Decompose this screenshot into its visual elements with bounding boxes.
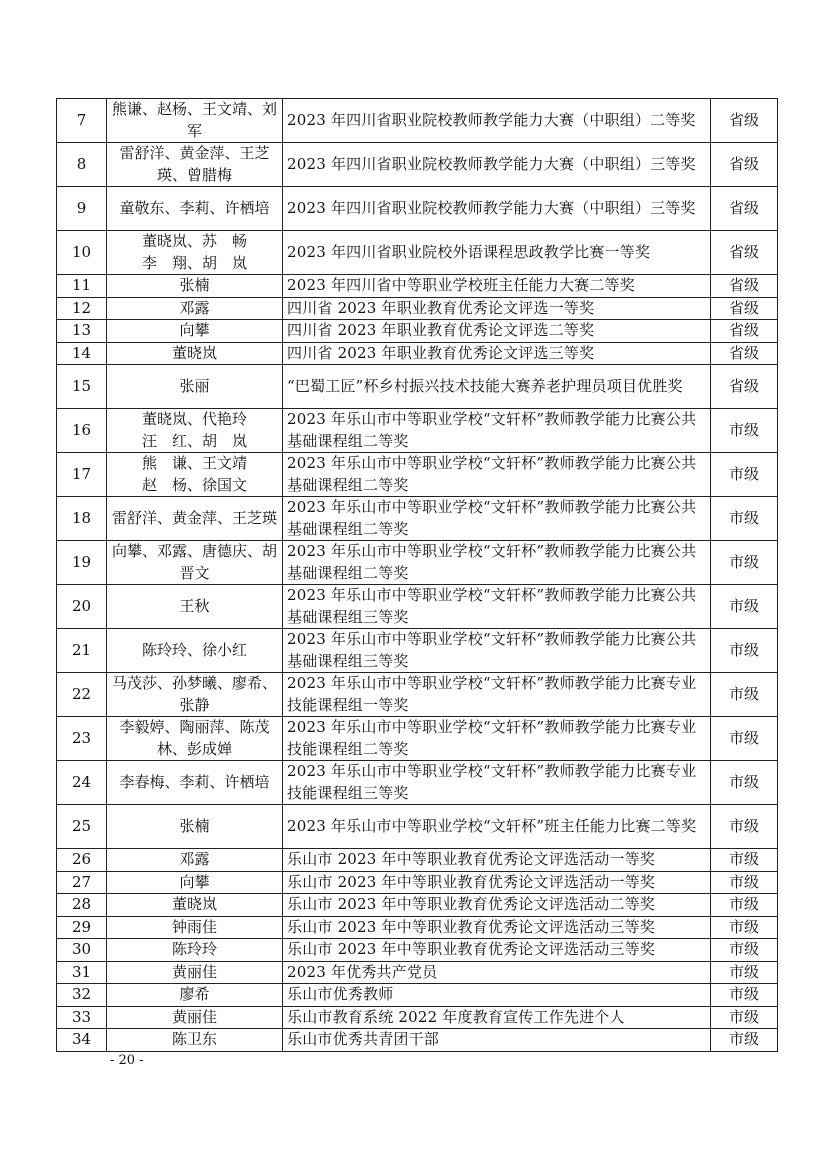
table-row: [57, 984, 778, 1007]
award-title-cell: 四川省 2023 年职业教育优秀论文评选三等奖: [283, 342, 711, 365]
award-title-cell: 乐山市教育系统 2022 年度教育宣传工作先进个人: [283, 1006, 711, 1029]
award-level-cell: 市级: [711, 849, 778, 872]
award-level-cell: 市级: [711, 497, 778, 541]
award-title-cell: 2023 年乐山市中等职业学校“文轩杯”教师教学能力比赛公共基础课程组三等奖: [283, 629, 711, 673]
award-level-cell: 省级: [711, 99, 778, 143]
table-row: [57, 297, 778, 320]
award-level-cell: 市级: [711, 939, 778, 962]
table-row: [57, 342, 778, 365]
row-number-cell: 30: [57, 939, 107, 962]
award-title-cell: 四川省 2023 年职业教育优秀论文评选一等奖: [283, 297, 711, 320]
award-level-cell: 市级: [711, 541, 778, 585]
award-level-cell: 市级: [711, 916, 778, 939]
recipient-names-cell: 邓露: [107, 849, 283, 872]
table-row: [57, 805, 778, 849]
table-row: [57, 916, 778, 939]
row-number-cell: 27: [57, 871, 107, 894]
recipient-names-cell: 邓露: [107, 297, 283, 320]
award-title-cell: 2023 年乐山市中等职业学校“文轩杯”教师教学能力比赛公共基础课程组二等奖: [283, 453, 711, 497]
recipient-names-cell: 董晓岚: [107, 894, 283, 917]
table-row: [57, 453, 778, 497]
row-number-cell: 34: [57, 1029, 107, 1052]
awards-table: [56, 98, 778, 1052]
award-title-cell: “巴蜀工匠”杯乡村振兴技术技能大赛养老护理员项目优胜奖: [283, 365, 711, 409]
recipient-names-cell: 熊 谦、王文靖 赵 杨、徐国文: [107, 453, 283, 497]
award-level-cell: 市级: [711, 453, 778, 497]
recipient-names-cell: 熊谦、赵杨、王文靖、刘军: [107, 99, 283, 143]
row-number-cell: 16: [57, 409, 107, 453]
recipient-names-cell: 张丽: [107, 365, 283, 409]
award-title-cell: 2023 年乐山市中等职业学校“文轩杯”教师教学能力比赛公共基础课程组二等奖: [283, 409, 711, 453]
recipient-names-cell: 黄丽佳: [107, 961, 283, 984]
award-title-cell: 乐山市 2023 年中等职业教育优秀论文评选活动二等奖: [283, 894, 711, 917]
recipient-names-cell: 董晓岚、代艳玲 汪 红、胡 岚: [107, 409, 283, 453]
table-row: [57, 99, 778, 143]
award-level-cell: 市级: [711, 409, 778, 453]
award-title-cell: 2023 年乐山市中等职业学校“文轩杯”教师教学能力比赛公共基础课程组三等奖: [283, 585, 711, 629]
award-title-cell: 2023 年乐山市中等职业学校“文轩杯”教师教学能力比赛专业技能课程组二等奖: [283, 717, 711, 761]
award-title-cell: 乐山市优秀教师: [283, 984, 711, 1007]
row-number-cell: 28: [57, 894, 107, 917]
recipient-names-cell: 李毅婷、陶丽萍、陈茂林、彭成婵: [107, 717, 283, 761]
recipient-names-cell: 李春梅、李莉、许栖培: [107, 761, 283, 805]
table-row: [57, 629, 778, 673]
recipient-names-cell: 廖希: [107, 984, 283, 1007]
recipient-names-cell: 陈玲玲、徐小红: [107, 629, 283, 673]
recipient-names-cell: 王秋: [107, 585, 283, 629]
row-number-cell: 18: [57, 497, 107, 541]
award-level-cell: 市级: [711, 805, 778, 849]
recipient-names-cell: 张楠: [107, 275, 283, 298]
award-title-cell: 四川省 2023 年职业教育优秀论文评选二等奖: [283, 320, 711, 343]
award-level-cell: 市级: [711, 761, 778, 805]
table-row: [57, 871, 778, 894]
award-title-cell: 2023 年乐山市中等职业学校“文轩杯”班主任能力比赛二等奖: [283, 805, 711, 849]
table-row: [57, 320, 778, 343]
award-level-cell: 市级: [711, 894, 778, 917]
award-level-cell: 省级: [711, 275, 778, 298]
table-row: [57, 365, 778, 409]
table-row: [57, 187, 778, 231]
table-row: [57, 961, 778, 984]
award-level-cell: 市级: [711, 961, 778, 984]
table-row: [57, 717, 778, 761]
row-number-cell: 22: [57, 673, 107, 717]
award-level-cell: 市级: [711, 984, 778, 1007]
award-level-cell: 省级: [711, 320, 778, 343]
table-row: [57, 1006, 778, 1029]
recipient-names-cell: 董晓岚、苏 畅 李 翔、胡 岚: [107, 231, 283, 275]
table-row: [57, 409, 778, 453]
award-level-cell: 省级: [711, 365, 778, 409]
award-level-cell: 省级: [711, 231, 778, 275]
award-title-cell: 乐山市 2023 年中等职业教育优秀论文评选活动一等奖: [283, 849, 711, 872]
row-number-cell: 11: [57, 275, 107, 298]
row-number-cell: 12: [57, 297, 107, 320]
award-level-cell: 市级: [711, 1029, 778, 1052]
table-row: [57, 541, 778, 585]
award-title-cell: 乐山市 2023 年中等职业教育优秀论文评选活动一等奖: [283, 871, 711, 894]
row-number-cell: 23: [57, 717, 107, 761]
row-number-cell: 33: [57, 1006, 107, 1029]
award-title-cell: 2023 年四川省职业院校外语课程思政教学比赛一等奖: [283, 231, 711, 275]
row-number-cell: 17: [57, 453, 107, 497]
award-level-cell: 市级: [711, 673, 778, 717]
row-number-cell: 20: [57, 585, 107, 629]
table-row: [57, 1029, 778, 1052]
award-title-cell: 2023 年乐山市中等职业学校“文轩杯”教师教学能力比赛公共基础课程组二等奖: [283, 497, 711, 541]
recipient-names-cell: 黄丽佳: [107, 1006, 283, 1029]
award-level-cell: 市级: [711, 871, 778, 894]
recipient-names-cell: 童敬东、李莉、许栖培: [107, 187, 283, 231]
award-level-cell: 省级: [711, 297, 778, 320]
award-title-cell: 乐山市优秀共青团干部: [283, 1029, 711, 1052]
table-row: [57, 143, 778, 187]
row-number-cell: 9: [57, 187, 107, 231]
row-number-cell: 14: [57, 342, 107, 365]
row-number-cell: 15: [57, 365, 107, 409]
table-row: [57, 585, 778, 629]
table-row: [57, 849, 778, 872]
page-number: - 20 -: [110, 1053, 144, 1068]
table-row: [57, 894, 778, 917]
award-title-cell: 2023 年四川省职业院校教师教学能力大赛（中职组）三等奖: [283, 187, 711, 231]
row-number-cell: 8: [57, 143, 107, 187]
recipient-names-cell: 向攀: [107, 871, 283, 894]
row-number-cell: 19: [57, 541, 107, 585]
recipient-names-cell: 张楠: [107, 805, 283, 849]
award-title-cell: 2023 年优秀共产党员: [283, 961, 711, 984]
table-row: [57, 497, 778, 541]
recipient-names-cell: 陈卫东: [107, 1029, 283, 1052]
award-title-cell: 乐山市 2023 年中等职业教育优秀论文评选活动三等奖: [283, 916, 711, 939]
recipient-names-cell: 雷舒洋、黄金萍、王芝瑛: [107, 497, 283, 541]
table-row: [57, 275, 778, 298]
award-title-cell: 2023 年四川省职业院校教师教学能力大赛（中职组）三等奖: [283, 143, 711, 187]
award-title-cell: 2023 年乐山市中等职业学校“文轩杯”教师教学能力比赛公共基础课程组二等奖: [283, 541, 711, 585]
award-level-cell: 省级: [711, 143, 778, 187]
award-level-cell: 省级: [711, 342, 778, 365]
award-level-cell: 市级: [711, 717, 778, 761]
award-title-cell: 2023 年四川省职业院校教师教学能力大赛（中职组）二等奖: [283, 99, 711, 143]
row-number-cell: 13: [57, 320, 107, 343]
row-number-cell: 10: [57, 231, 107, 275]
award-title-cell: 2023 年乐山市中等职业学校“文轩杯”教师教学能力比赛专业技能课程组三等奖: [283, 761, 711, 805]
recipient-names-cell: 雷舒洋、黄金萍、王芝瑛、曾腊梅: [107, 143, 283, 187]
row-number-cell: 31: [57, 961, 107, 984]
recipient-names-cell: 陈玲玲: [107, 939, 283, 962]
row-number-cell: 32: [57, 984, 107, 1007]
award-level-cell: 市级: [711, 629, 778, 673]
recipient-names-cell: 钟雨佳: [107, 916, 283, 939]
recipient-names-cell: 马茂莎、孙梦曦、廖希、张静: [107, 673, 283, 717]
row-number-cell: 21: [57, 629, 107, 673]
table-row: [57, 939, 778, 962]
awards-table-body: [57, 99, 778, 1052]
recipient-names-cell: 向攀、邓露、唐德庆、胡晋文: [107, 541, 283, 585]
award-level-cell: 市级: [711, 585, 778, 629]
row-number-cell: 7: [57, 99, 107, 143]
row-number-cell: 26: [57, 849, 107, 872]
award-title-cell: 2023 年四川省中等职业学校班主任能力大赛二等奖: [283, 275, 711, 298]
award-title-cell: 乐山市 2023 年中等职业教育优秀论文评选活动三等奖: [283, 939, 711, 962]
recipient-names-cell: 董晓岚: [107, 342, 283, 365]
row-number-cell: 24: [57, 761, 107, 805]
award-title-cell: 2023 年乐山市中等职业学校“文轩杯”教师教学能力比赛专业技能课程组一等奖: [283, 673, 711, 717]
table-row: [57, 673, 778, 717]
recipient-names-cell: 向攀: [107, 320, 283, 343]
award-level-cell: 省级: [711, 187, 778, 231]
award-level-cell: 市级: [711, 1006, 778, 1029]
row-number-cell: 25: [57, 805, 107, 849]
table-row: [57, 761, 778, 805]
table-row: [57, 231, 778, 275]
row-number-cell: 29: [57, 916, 107, 939]
